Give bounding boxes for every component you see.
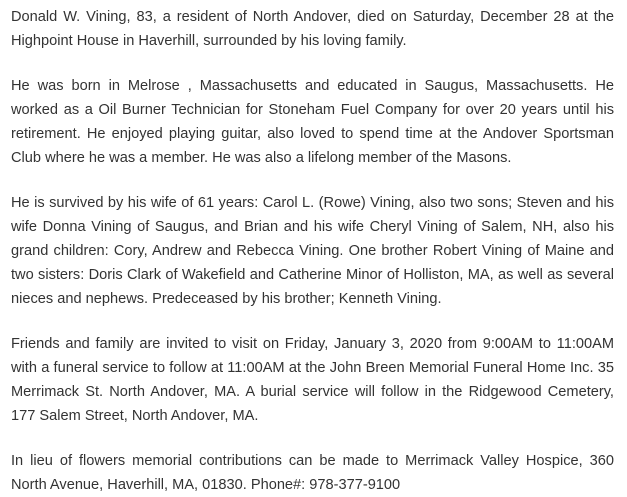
paragraph-biography: He was born in Melrose , Massachusetts and educated in Saugus, Massachusetts. He worked as a Oil Burner Technician for Stoneham Fuel Company for over 20 years until his retirement. He enjoyed playing guitar, also loved to spend time at the Andover Sportsman Club where he was a member. He was also a lifelong member of the Masons. [11, 78, 614, 166]
paragraph-memorial-contributions: In lieu of flowers memorial contributions can be made to Merrimack Valley Hospice, 360 North Avenue, Haverhill, MA, 01830. Phone#: 978-377-9100 [11, 453, 614, 493]
paragraph-survivors: He is survived by his wife of 61 years: Carol L. (Rowe) Vining, also two sons; Steven and his wife Donna Vining of Saugus, and Brian and his wife Cheryl Vining of Salem, NH, also his grand children: Cory, Andrew and Rebecca Vining. One brother Robert Vining of Maine and two sisters: Doris Clark of Wakefield and Catherine Minor of Holliston, MA, as well as several nieces and nephews. Predeceased by his brother; Kenneth Vining. [11, 195, 614, 307]
paragraph-death-notice: Donald W. Vining, 83, a resident of North Andover, died on Saturday, December 28 at the Highpoint House in Haverhill, surrounded by his loving family. [11, 9, 614, 49]
paragraph-services: Friends and family are invited to visit on Friday, January 3, 2020 from 9:00AM to 11:00AM with a funeral service to follow at 11:00AM at the John Breen Memorial Funeral Home Inc. 35 Merrimack St. North Andover, MA. A burial service will follow in the Ridgewood Cemetery, 177 Salem Street, North Andover, MA. [11, 336, 614, 424]
